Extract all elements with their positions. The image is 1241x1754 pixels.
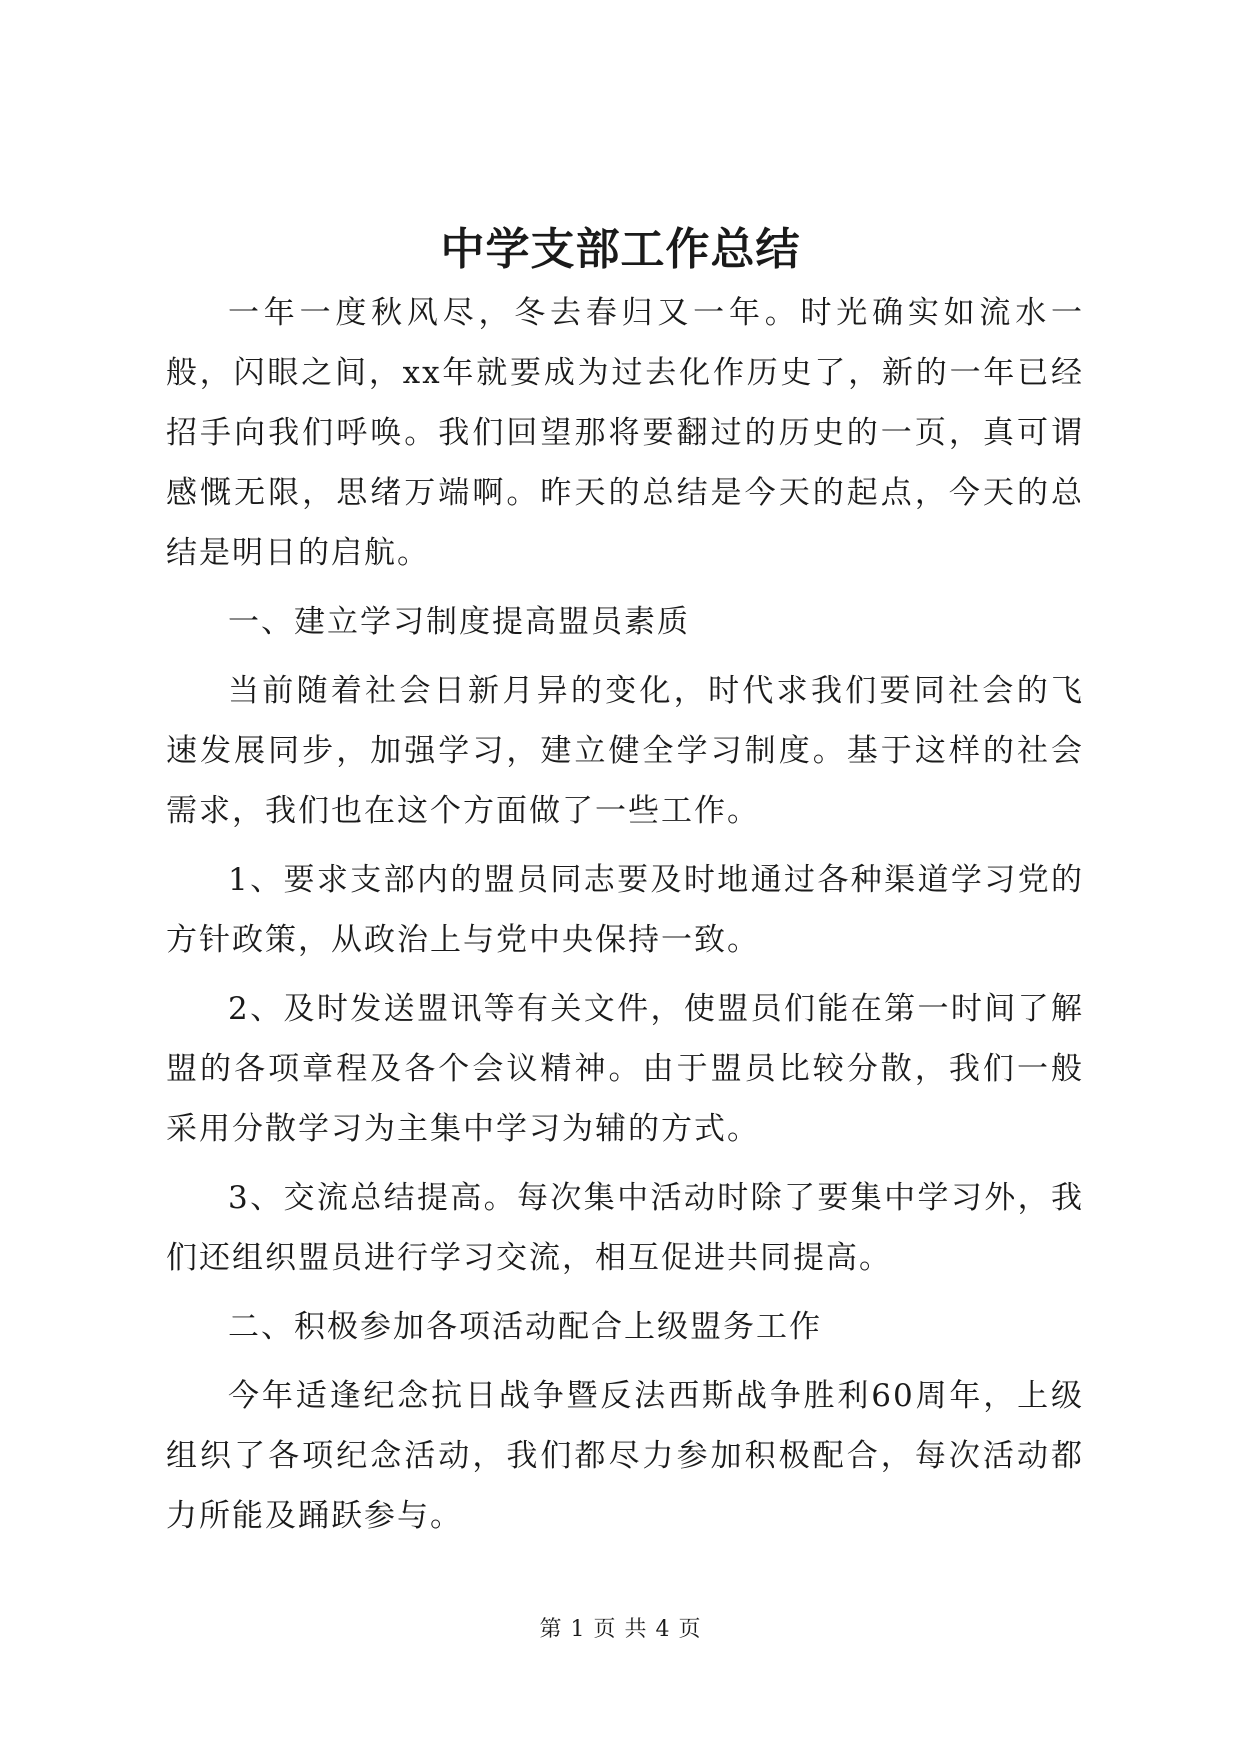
document-title: 中学支部工作总结 (440, 224, 801, 275)
document-body (166, 283, 1084, 1555)
page-footer: 第 1 页 共 4 页 (539, 1617, 702, 1642)
paragraph-section-2-intro: 今年适逢纪念抗日战争暨反法西斯战争胜利60周年，上级组织了各项纪念活动，我们都尽力参加积极配合，每次活动都力所能及踊跃参与。 (166, 1378, 1084, 1534)
list-item-2: 2、及时发送盟讯等有关文件，使盟员们能在第一时间了解盟的各项章程及各个会议精神。由于盟员比较分散，我们一般采用分散学习为主集中学习为辅的方式。 (166, 991, 1084, 1147)
section-heading-2: 二、积极参加各项活动配合上级盟务工作 (228, 1309, 822, 1345)
paragraph-section-1-intro: 当前随着社会日新月异的变化，时代求我们要同社会的飞速发展同步，加强学习，建立健全学习制度。基于这样的社会需求，我们也在这个方面做了一些工作。 (166, 673, 1084, 829)
list-item-1: 1、要求支部内的盟员同志要及时地通过各种渠道学习党的方针政策，从政治上与党中央保持一致。 (166, 862, 1084, 958)
section-heading-1: 一、建立学习制度提高盟员素质 (228, 604, 690, 640)
list-item-3: 3、交流总结提高。每次集中活动时除了要集中学习外，我们还组织盟员进行学习交流，相互促进共同提高。 (166, 1180, 1084, 1276)
paragraph-intro: 一年一度秋风尽，冬去春归又一年。时光确实如流水一般，闪眼之间，xx年就要成为过去化作历史了，新的一年已经招手向我们呼唤。我们回望那将要翻过的历史的一页，真可谓感慨无限，思绪万端啊。昨天的总结是今天的起点，今天的总结是明日的启航。 (166, 295, 1084, 571)
